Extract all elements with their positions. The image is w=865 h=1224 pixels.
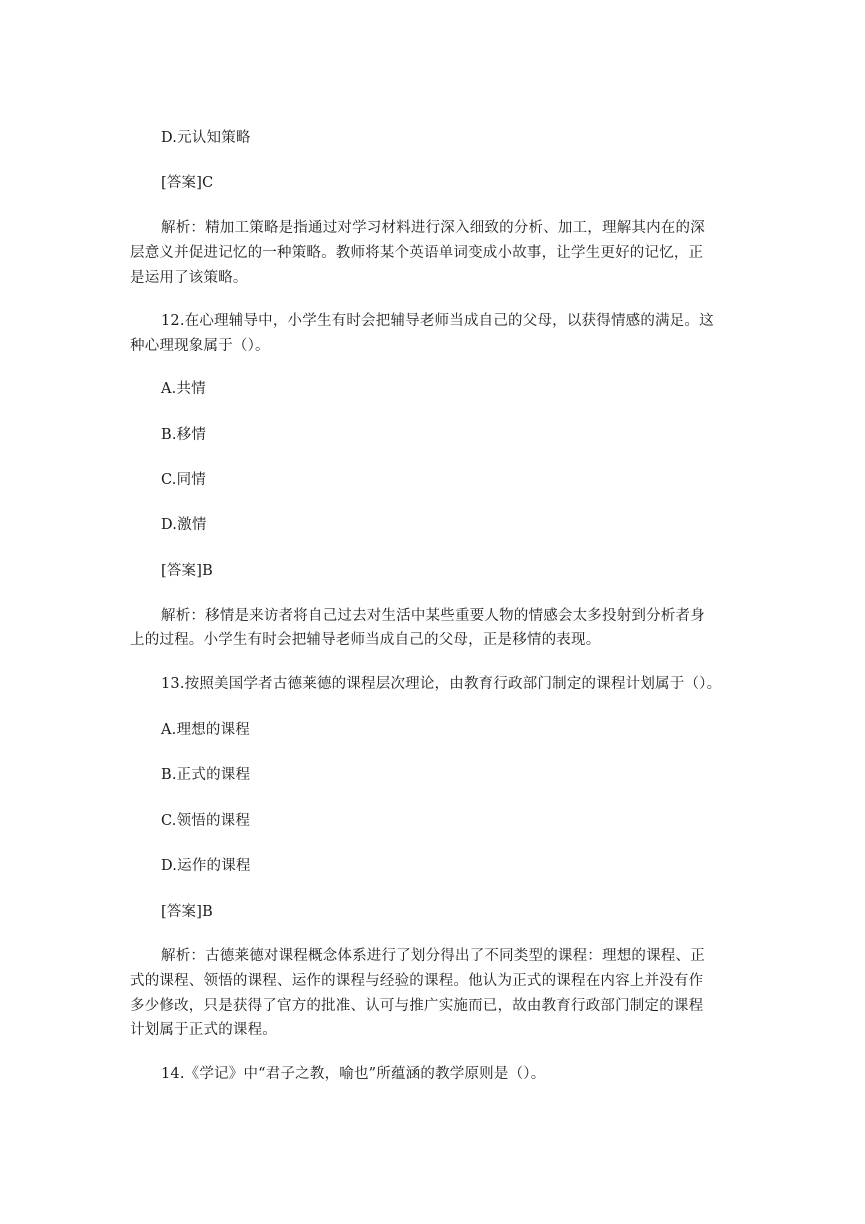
q12-option-b: B.移情 bbox=[161, 427, 207, 443]
q13-option-c: C.领悟的课程 bbox=[161, 813, 251, 829]
q13-analysis-line-1: 解析：古德莱德对课程概念体系进行了划分得出了不同类型的课程：理想的课程、正 bbox=[161, 948, 705, 964]
q13-analysis-line-4: 计划属于正式的课程。 bbox=[130, 1022, 277, 1038]
q12-option-d: D.激情 bbox=[161, 517, 207, 533]
q12-analysis-line-1: 解析：移情是来访者将自己过去对生活中某些重要人物的情感会太多投射到分析者身 bbox=[161, 608, 705, 624]
q13-analysis-line-2: 式的课程、领悟的课程、运作的课程与经验的课程。他认为正式的课程在内容上并没有作 bbox=[130, 973, 704, 989]
q13-option-b: B.正式的课程 bbox=[161, 767, 251, 783]
q12-question-line-1: 12.在心理辅导中，小学生有时会把辅导老师当成自己的父母，以获得情感的满足。这 bbox=[161, 313, 714, 329]
q12-option-c: C.同情 bbox=[161, 472, 206, 488]
q13-option-a: A.理想的课程 bbox=[161, 722, 250, 738]
q13-answer: [答案]B bbox=[161, 904, 213, 920]
q12-answer: [答案]B bbox=[161, 563, 213, 579]
q12-analysis-line-2: 上的过程。小学生有时会把辅导老师当成自己的父母，正是移情的表现。 bbox=[130, 632, 601, 648]
q13-analysis-line-3: 多少修改，只是获得了官方的批准、认可与推广实施而已，故由教育行政部门制定的课程 bbox=[130, 998, 704, 1014]
q11-answer: [答案]C bbox=[161, 175, 214, 191]
q14-question-line-1: 14.《学记》中“君子之教，喻也”所蕴涵的教学原则是（）。 bbox=[161, 1066, 546, 1082]
q12-question-line-2: 种心理现象属于（）。 bbox=[130, 338, 270, 354]
q13-option-d: D.运作的课程 bbox=[161, 858, 251, 874]
q12-option-a: A.共情 bbox=[161, 381, 206, 397]
q11-option-d: D.元认知策略 bbox=[161, 130, 251, 146]
q13-question-line-1: 13.按照美国学者古德莱德的课程层次理论，由教育行政部门制定的课程计划属于（）。 bbox=[161, 676, 722, 692]
q11-analysis-line-3: 是运用了该策略。 bbox=[130, 270, 248, 286]
q11-analysis-line-1: 解析：精加工策略是指通过对学习材料进行深入细致的分析、加工，理解其内在的深 bbox=[161, 220, 705, 236]
q11-analysis-line-2: 层意义并促进记忆的一种策略。教师将某个英语单词变成小故事，让学生更好的记忆，正 bbox=[130, 245, 704, 261]
